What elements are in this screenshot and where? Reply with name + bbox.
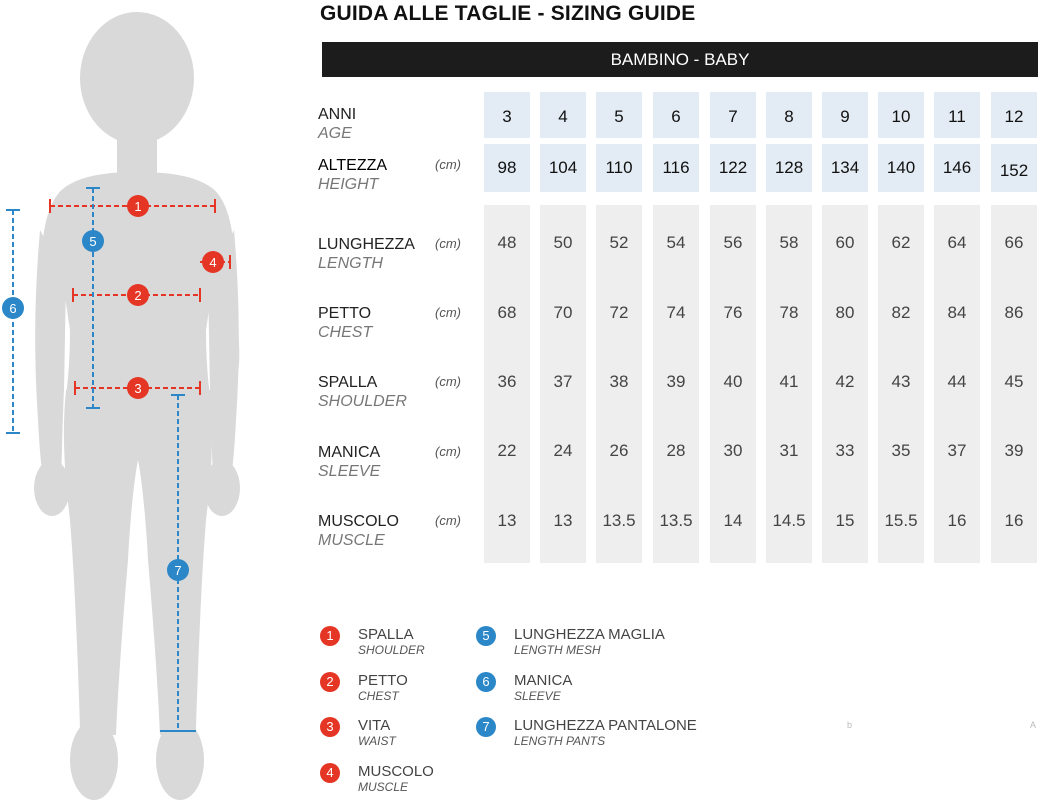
table-cell-shoulder: 37 [553,372,573,391]
table-cell-chest: 72 [609,303,629,322]
svg-text:7: 7 [174,563,182,578]
legend-label-en: CHEST [358,689,399,703]
row-label-en: SLEEVE [318,463,381,480]
table-cell-chest: 74 [666,303,686,322]
table-cell-sleeve: 33 [835,441,855,460]
row-label-it: PETTO [318,305,372,322]
table-cell-muscle: 15 [835,511,855,530]
table-cell-age: 10 [891,107,911,126]
table-cell-muscle: 14 [723,511,743,530]
table-cell-age: 12 [1004,107,1024,126]
table-cell-chest: 80 [835,303,855,322]
table-cell-shoulder: 40 [723,372,743,391]
table-cell-height: 104 [548,158,578,177]
svg-text:5: 5 [89,234,97,249]
table-cell-chest: 86 [1004,303,1024,322]
table-cell-sleeve: 35 [891,441,911,460]
table-cell-height: 98 [497,158,517,177]
row-label-en: CHEST [318,324,373,341]
table-cell-length: 54 [666,233,686,252]
table-cell-chest: 70 [553,303,573,322]
table-cell-sleeve: 22 [497,441,517,460]
table-cell-age: 11 [948,107,966,126]
svg-text:3: 3 [134,381,142,396]
table-cell-shoulder: 36 [497,372,517,391]
table-cell-length: 56 [723,233,743,252]
table-cell-height: 140 [886,158,916,177]
table-cell-chest: 84 [947,303,967,322]
table-cell-length: 64 [947,233,967,252]
table-cell-age: 5 [614,107,624,126]
row-label-it: MUSCOLO [318,513,399,530]
row-unit: (cm) [435,374,461,389]
legend-number-icon: 4 [320,763,340,783]
row-label-height [318,156,488,194]
table-cell-muscle: 13 [553,511,573,530]
table-cell-length: 52 [609,233,629,252]
table-cell-muscle: 13 [497,511,517,530]
row-label-en: HEIGHT [318,176,379,193]
row-label-it: SPALLA [318,374,378,391]
table-cell-height: 116 [662,158,690,177]
legend-number-icon: 3 [320,717,340,737]
table-cell-age: 6 [671,107,681,126]
table-cell-age: 4 [558,107,568,126]
table-cell-sleeve: 31 [779,441,799,460]
table-cell-height: 122 [718,158,748,177]
legend-number-icon: 7 [476,717,496,737]
table-cell-shoulder: 43 [891,372,911,391]
child-silhouette-figure [0,0,300,807]
table-cell-length: 48 [497,233,517,252]
table-cell-height: 110 [605,158,633,177]
table-cell-age: 8 [784,107,794,126]
row-label-en: MUSCLE [318,532,385,549]
table-cell-shoulder: 41 [779,372,799,391]
row-unit: (cm) [435,157,461,172]
table-cell-chest: 82 [891,303,911,322]
table-cell-shoulder: 42 [835,372,855,391]
row-unit: (cm) [435,236,461,251]
legend-label-en: LENGTH PANTS [514,734,606,748]
table-cell-muscle: 15.5 [884,511,918,530]
row-label-it: MANICA [318,444,381,461]
table-cell-sleeve: 30 [723,441,743,460]
svg-text:6: 6 [9,301,17,316]
table-cell-height: 134 [830,158,860,177]
legend-label-en: SLEEVE [514,689,561,703]
row-unit: (cm) [435,305,461,320]
legend-label-en: WAIST [358,734,396,748]
legend-label-en: MUSCLE [358,780,409,794]
table-cell-shoulder: 39 [666,372,686,391]
legend-number-icon: 2 [320,672,340,692]
table-cell-sleeve: 28 [666,441,686,460]
table-cell-sleeve: 37 [947,441,967,460]
table-cell-length: 58 [779,233,799,252]
table-cell-chest: 78 [779,303,799,322]
silhouette-body [34,12,240,800]
row-label-it: ANNI [318,106,357,123]
row-label-en: LENGTH [318,255,383,272]
row-label-length [318,235,488,273]
table-cell-age: 7 [728,107,738,126]
svg-text:4: 4 [209,255,217,270]
table-cell-shoulder: 38 [609,372,629,391]
table-cell-length: 62 [891,233,911,252]
row-unit: (cm) [435,444,461,459]
legend-label-en: SHOULDER [358,643,425,657]
table-cell-muscle: 13.5 [659,511,693,530]
row-label-en: AGE [318,125,352,142]
table-cell-muscle: 13.5 [602,511,636,530]
table-cell-sleeve: 24 [553,441,573,460]
legend-number-icon: 6 [476,672,496,692]
row-label-muscle [318,512,488,550]
row-label-chest [318,304,488,342]
legend-label-it: SPALLA [358,626,414,643]
legend-label-it: PETTO [358,672,408,689]
row-label-sleeve [318,443,488,481]
table-cell-height: 152 [999,161,1029,180]
legend-label-it: MUSCOLO [358,763,434,780]
table-cell-chest: 68 [497,303,517,322]
row-unit: (cm) [435,513,461,528]
row-label-it: LUNGHEZZA [318,236,415,253]
table-cell-muscle: 16 [1004,511,1024,530]
legend-label-it: MANICA [514,672,573,689]
table-cell-muscle: 16 [947,511,967,530]
table-cell-length: 50 [553,233,573,252]
table-cell-muscle: 14.5 [772,511,806,530]
table-cell-age: 3 [502,107,512,126]
row-label-age [318,105,488,143]
page-title: GUIDA ALLE TAGLIE - SIZING GUIDE [320,2,696,25]
table-cell-sleeve: 26 [609,441,629,460]
svg-text:1: 1 [134,199,142,214]
table-cell-shoulder: 44 [947,372,967,391]
table-cell-length: 60 [835,233,855,252]
legend-number-icon: 5 [476,626,496,646]
table-cell-shoulder: 45 [1004,372,1024,391]
legend-number-icon: 1 [320,626,340,646]
table-cell-chest: 76 [723,303,743,322]
legend-label-it: LUNGHEZZA MAGLIA [514,626,665,643]
row-label-shoulder [318,373,488,411]
category-banner: BAMBINO - BABY [322,42,1038,77]
legend-label-it: LUNGHEZZA PANTALONE [514,717,697,734]
svg-text:2: 2 [134,288,142,303]
table-cell-age: 9 [840,107,850,126]
table-cell-height: 146 [942,158,972,177]
legend-label-it: VITA [358,717,391,734]
table-cell-length: 66 [1004,233,1024,252]
table-cell-sleeve: 39 [1004,441,1024,460]
legend-label-en: LENGTH MESH [514,643,601,657]
row-label-en: SHOULDER [318,393,407,410]
row-label-it: ALTEZZA [318,157,388,174]
table-cell-height: 128 [774,158,804,177]
faint-mark: A [1030,720,1037,730]
faint-mark: b [847,720,853,730]
